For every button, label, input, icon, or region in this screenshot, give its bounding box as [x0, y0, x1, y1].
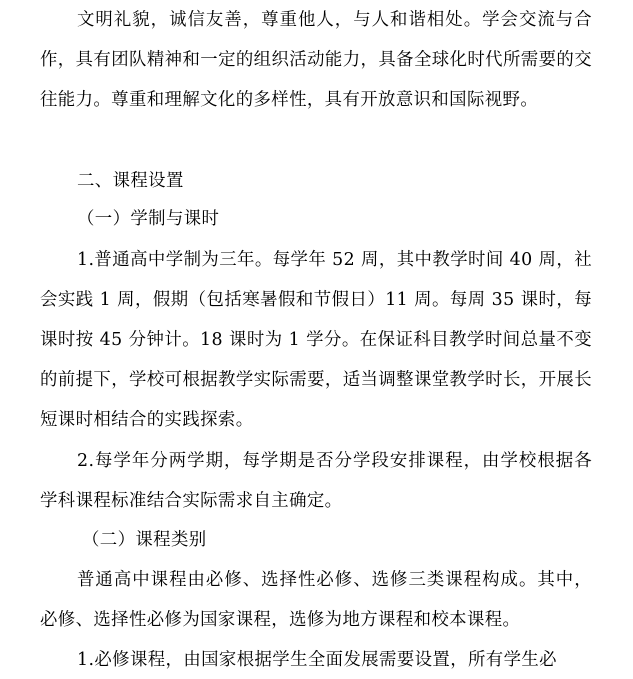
subsection-heading-schooling-hours: （一）学制与课时 [77, 209, 220, 229]
paragraph-civility: 文明礼貌，诚信友善，尊重他人，与人和谐相处。学会交流与合作，具有团队精神和一定的组织活动能力，具备全球化时代所需要的交往能力。尊重和理解文化的多样性，具有开放意识和国际视野。 [40, 10, 592, 110]
subsection-heading-course-types: （二）课程类别 [82, 530, 207, 550]
paragraph-compulsory-courses: 1.必修课程，由国家根据学生全面发展需要设置，所有学生必 [77, 650, 557, 670]
paragraph-schooling-system: 1.普通高中学制为三年。每学年 52 周，其中教学时间 40 周，社会实践 1 周，假期（包括寒暑假和节假日）11 周。每周 35 课时，每课时按 45 分钟计。18 课时为 1 学分。在保证科目教学时间总量不变的前提下，学校可根据教学实际需要，适当调整课堂教学时长，开展长短课时相结合的实践探索。 [40, 250, 592, 430]
section-heading-course-setup: 二、课程设置 [77, 171, 184, 191]
paragraph-course-structure: 普通高中课程由必修、选择性必修、选修三类课程构成。其中，必修、选择性必修为国家课程，选修为地方课程和校本课程。 [40, 570, 592, 630]
paragraph-semesters: 2.每学年分两学期，每学期是否分学段安排课程，由学校根据各学科课程标准结合实际需求自主确定。 [40, 451, 592, 511]
